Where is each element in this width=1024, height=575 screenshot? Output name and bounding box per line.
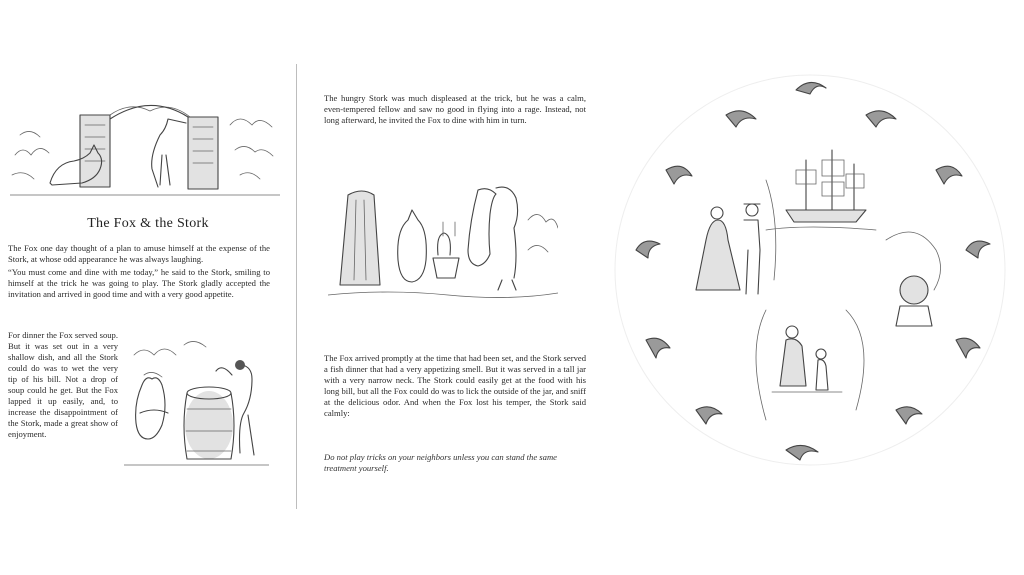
right-page — [596, 0, 1024, 575]
story-title: The Fox & the Stork — [87, 216, 209, 231]
invitation-paragraph: “You must come and dine with me today,” he said to the Stork, smiling to himself at the trick he was going to play. The Stork gladly accepted the invitation and arrived in good time and with a very good appetite. — [8, 267, 270, 299]
moral-text: Do not play tricks on your neighbors unless you can stand the same treatment yourself. — [324, 452, 557, 473]
page-gutter — [296, 64, 297, 509]
soup-paragraph: For dinner the Fox served soup. But it was set out in a very shallow dish, and all the Stork could do was to wet the very tip of his bill. Not a drop of soup could he get. But the Fox lapped it up easily, and, to increase the disappointment of the Stork, made a great show of enjoyment. — [8, 330, 118, 439]
middle-page — [298, 0, 594, 575]
hungry-stork-paragraph: The hungry Stork was much displeased at the trick, but he was a calm, even-tempered fellow and saw no good in flying into a rage. Instead, not long afterward, he invited the Fox to dine with him in turn. — [324, 93, 586, 125]
fish-dinner-paragraph: The Fox arrived promptly at the time that had been set, and the Stork served a fish dinner that had a very appetizing smell. But it was served in a tall jar with a very narrow neck. The Stork could easily get at the food with his long bill, but all the Fox could do was to lick the outside of the jar, and sniff at the delicious odor. And when the Fox lost his temper, the Stork said calmly: — [324, 353, 586, 418]
intro-paragraph: The Fox one day thought of a plan to amuse himself at the expense of the Stork, at whose odd appearance he was always laughing. — [8, 243, 270, 264]
fox-and-stork-gate-illustration — [10, 95, 280, 205]
fox-stork-barrel-illustration — [124, 335, 269, 475]
dinner-table-illustration — [328, 180, 558, 305]
left-page — [0, 0, 296, 575]
decorative-plate-illustration — [596, 70, 1024, 490]
